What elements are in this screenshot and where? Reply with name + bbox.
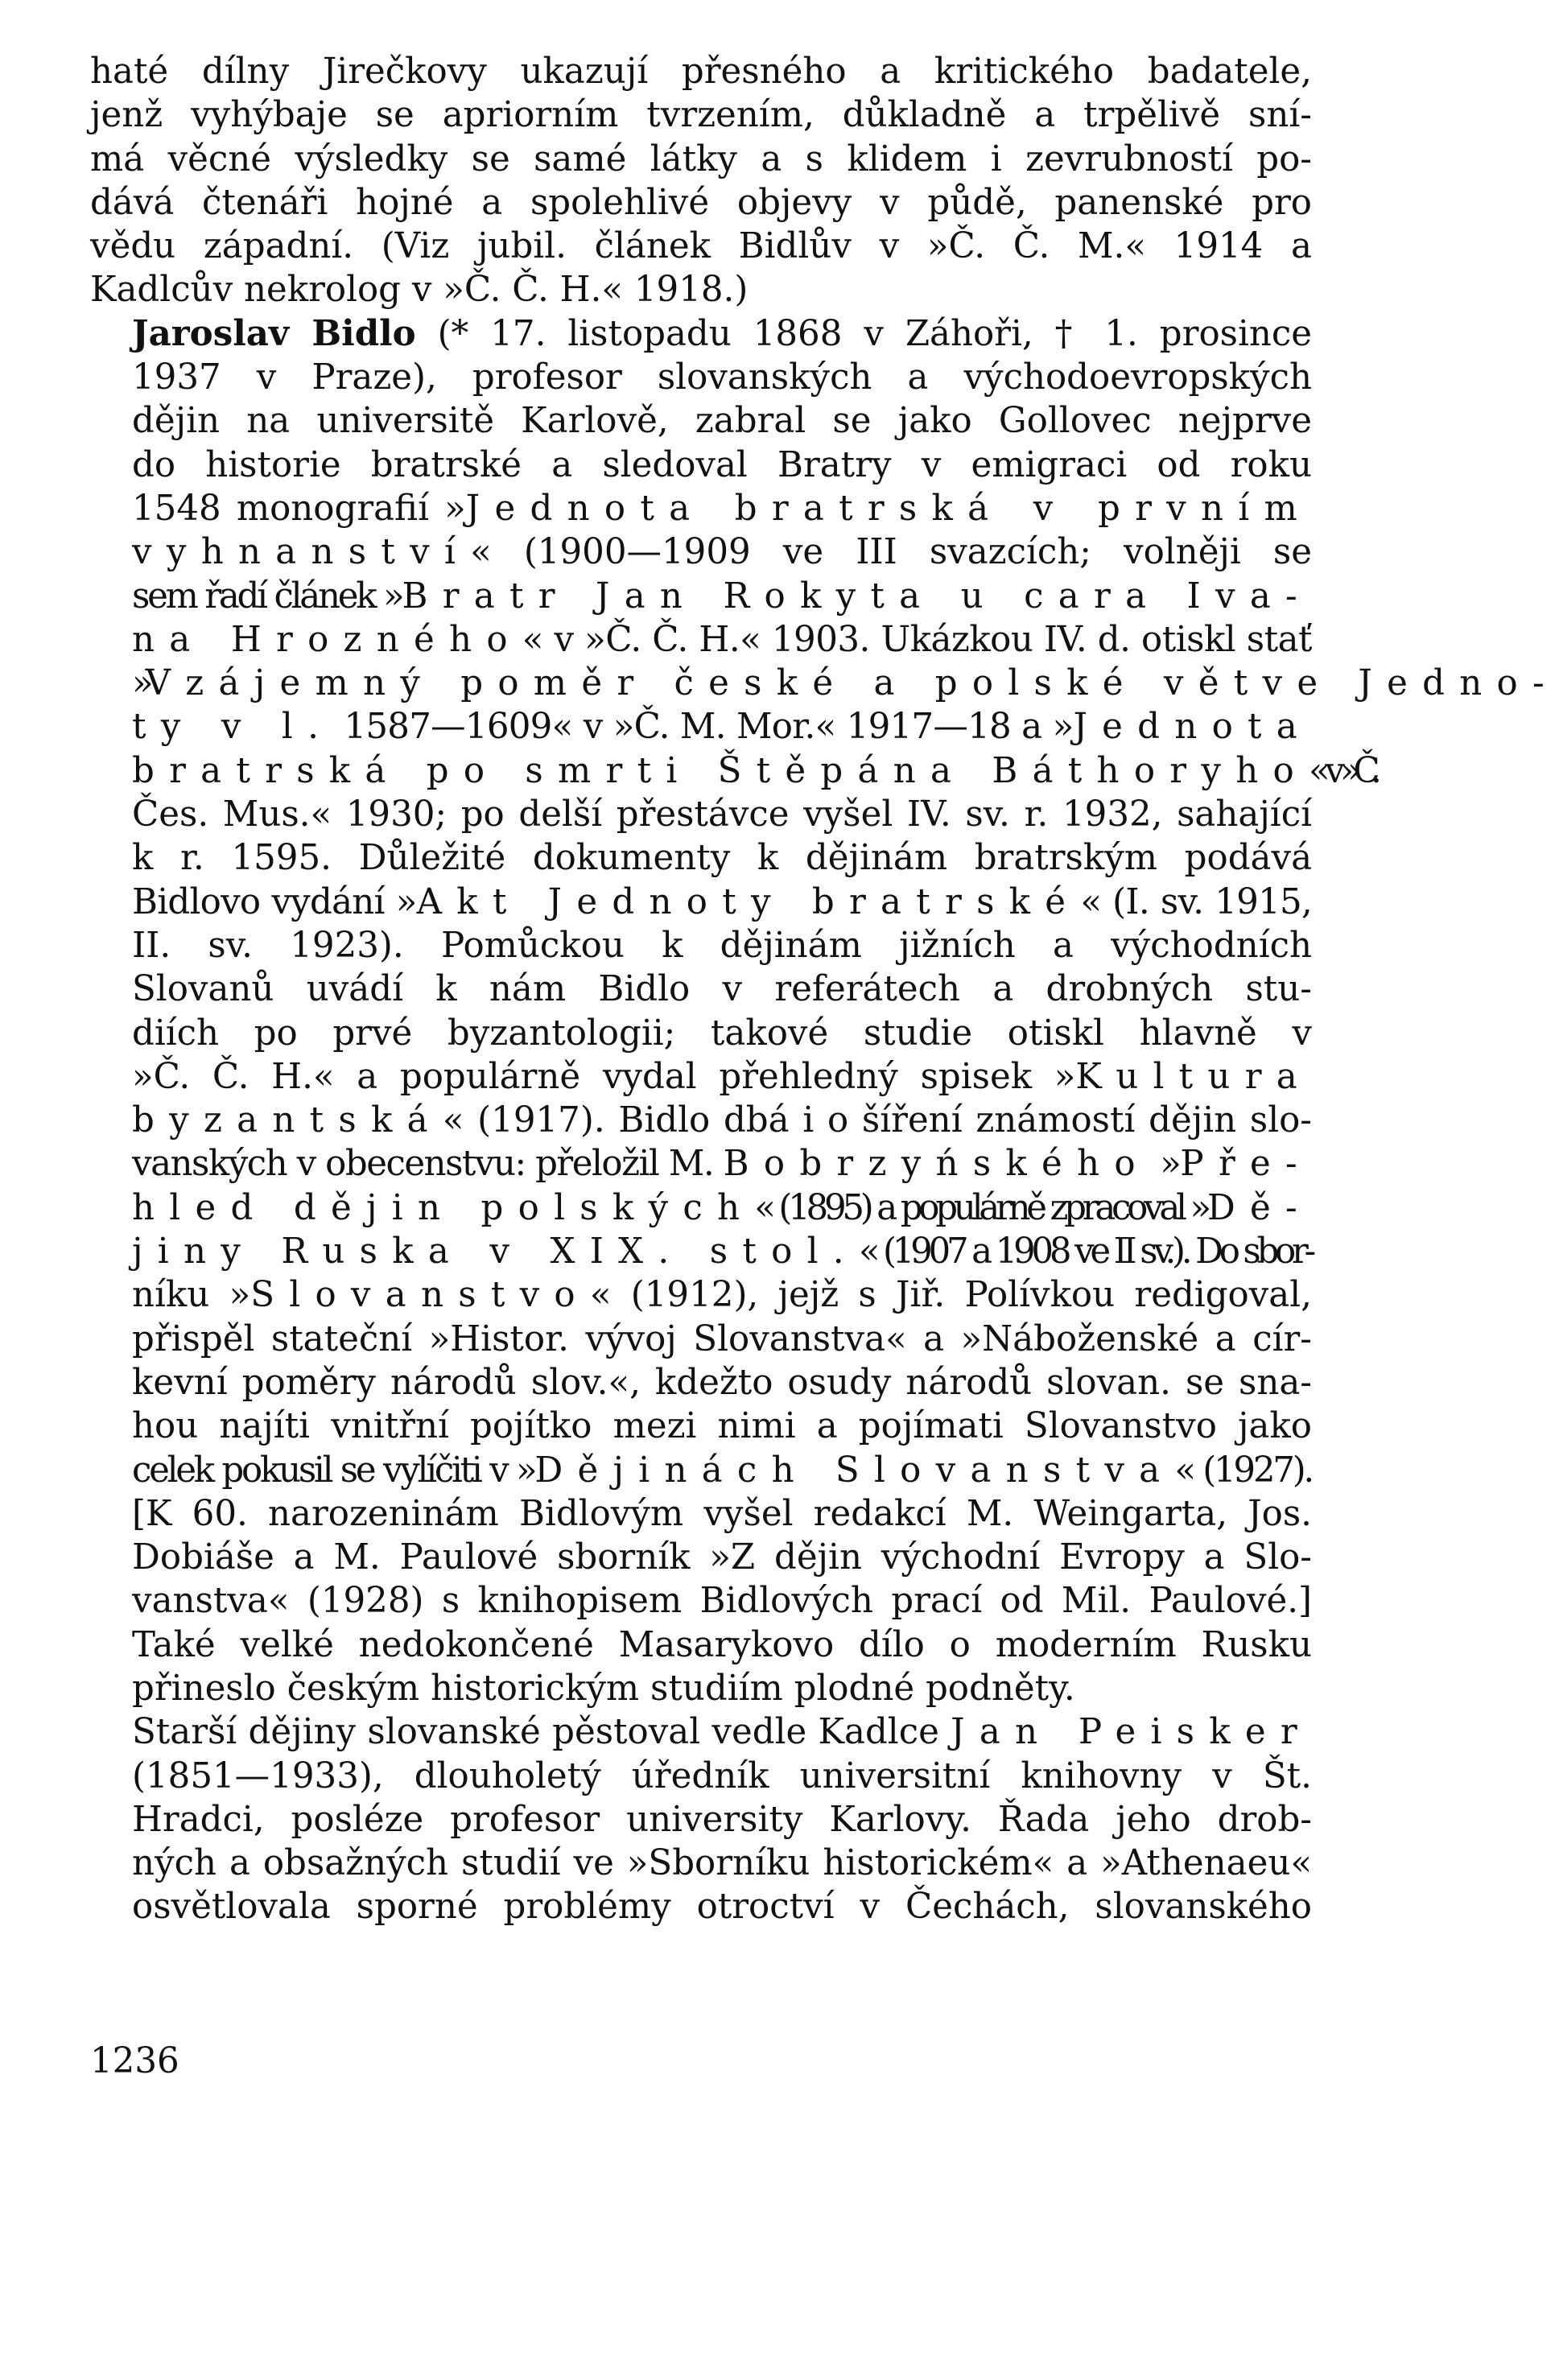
work-title: na Hrozného (132, 619, 522, 660)
work-title: Dě- (1206, 1187, 1312, 1228)
work-title: Jednota bratrská v prvním (465, 488, 1312, 529)
text-run: »Č. Č. H.« a populárně vydal přehledný spisek » (132, 1056, 1076, 1097)
text-run: « (1927). (1174, 1450, 1313, 1491)
work-title: Dějinách Slovanstva (534, 1450, 1175, 1491)
text-line (90, 1710, 1312, 1754)
text-run: Starší dějiny slovanské pěstoval vedle Kadlce (132, 1712, 951, 1753)
text-line (90, 881, 1312, 924)
text-line (90, 618, 1312, 662)
text-line (90, 530, 1312, 574)
work-title: Slovanstvo (250, 1275, 590, 1316)
work-title: Jednota (1073, 707, 1312, 748)
text-line: jenž vyhýbaje se apriorním tvrzením, důkladně a trpělivě sní- (90, 95, 1312, 136)
work-title: Akt Jednoty bratrské (416, 881, 1081, 922)
work-title: Vzájemný poměr české a polské větve Jedno- (145, 663, 1559, 704)
text-line: osvětlovala sporné problémy otroctví v Čechách, slovanského (132, 1887, 1312, 1928)
text-line: kevní poměry národů slov.«, kdežto osudy národů slovan. se sna- (132, 1362, 1312, 1403)
work-title: hled dějin polských (132, 1187, 755, 1228)
text-line: Hradci, posléze profesor university Karlovy. Řada jeho drob- (132, 1799, 1312, 1840)
text-line: dějin na universitě Karlově, zabral se jako Gollovec nejprve (132, 401, 1312, 442)
text-line: Čes. Mus.« 1930; po delší přestávce vyšel IV. sv. r. 1932, sahající (132, 794, 1312, 835)
text-line: Kadlcův nekrolog v »Č. Č. H.« 1918.) (90, 270, 749, 311)
text-run: « (I. sv. 1915, (1080, 881, 1313, 922)
text-run: « v »Č. Č. H.« 1903. Ukázkou IV. d. otiskl stať (522, 619, 1312, 660)
work-title: Kultura (1075, 1056, 1312, 1097)
text-run: 1548 monografií » (132, 488, 466, 529)
text-run: « (1917). Bidlo dbá i o šíření známostí dějin slo- (442, 1100, 1312, 1141)
text-line (90, 1273, 1312, 1317)
text-line (90, 662, 1559, 705)
work-title: Pře- (1180, 1144, 1312, 1185)
text-line (90, 705, 1312, 749)
work-title: ty v l. (132, 707, 334, 748)
text-line (90, 1099, 1312, 1142)
text-run: níku » (132, 1275, 251, 1316)
text-line: diích po prvé byzantologii; takové studie otiskl hlavně v (132, 1013, 1312, 1054)
work-title: Bratr Jan Rokyta u cara Iva- (402, 575, 1313, 617)
page-number: 1236 (90, 2041, 179, 2081)
text-run: vanských v obecenstvu: přeložil M. (132, 1144, 724, 1185)
paragraph-jirecek-continuation (90, 50, 1312, 312)
text-line: vanstva« (1928) s knihopisem Bidlových prací od Mil. Paulové.] (132, 1581, 1312, 1622)
text-run: « (1900—1909 ve III svazcích; volněji se (470, 532, 1312, 573)
text-line (90, 1142, 1312, 1186)
text-run: » (132, 663, 146, 704)
text-line (90, 487, 1312, 530)
text-line: 1937 v Praze), profesor slovanských a východoevropských (132, 357, 1312, 398)
text-line: Také velké nedokončené Masarykovo dílo o moderním Rusku (132, 1624, 1312, 1665)
text-line (90, 1449, 1312, 1492)
work-title: byzantská (132, 1100, 443, 1141)
text-run: » (1149, 1144, 1181, 1185)
text-line (90, 575, 1312, 618)
text-line: hou najíti vnitřní pojítko mezi nimi a pojímati Slovanstvo jako (132, 1406, 1312, 1447)
text-line (90, 312, 1312, 356)
person-name-peisker: Jan Peisker (951, 1712, 1312, 1753)
text-run: (* 17. listopadu 1868 v Záhoři, † 1. prosince (415, 313, 1312, 354)
text-line: ných a obsažných studií ve »Sborníku historickém« a »Athenaeu« (132, 1843, 1312, 1884)
text-run: « (1907 a 1908 ve II sv.). Do sbor- (858, 1231, 1312, 1272)
text-run: « v »Č. (1308, 750, 1374, 791)
text-line: [K 60. narozeninám Bidlovým vyšel redakcí M. Weingarta, Jos. (132, 1493, 1312, 1534)
paragraph-peisker (90, 1710, 1312, 1928)
text-line: Slovanů uvádí k nám Bidlo v referátech a drobných stu- (132, 969, 1312, 1010)
text-line: Dobiáše a M. Paulové sborník »Z dějin východní Evropy a Slo- (132, 1537, 1312, 1578)
text-line: přispěl stateční »Histor. vývoj Slovanstva« a »Náboženské a cír- (132, 1318, 1312, 1359)
text-line: haté dílny Jirečkovy ukazují přesného a kritického badatele, (90, 52, 1312, 92)
text-line: přineslo českým historickým studiím plodné podněty. (132, 1668, 1075, 1709)
text-line (90, 1186, 1312, 1230)
text-line: do historie bratrské a sledoval Bratry v emigraci od roku (132, 444, 1312, 485)
text-run: « (1912), jejž s Jiř. Polívkou redigoval, (589, 1275, 1312, 1316)
text-run: « (1895) a populárně zpracoval » (754, 1187, 1207, 1228)
text-run: sem řadí článek » (132, 575, 402, 617)
text-line (90, 1055, 1312, 1099)
paragraph-bidlo (90, 312, 1559, 1711)
text-line (90, 749, 1374, 793)
work-title: vyhnanství (132, 532, 471, 573)
text-run: 1587—1609« v »Č. M. Mor.« 1917—18 a » (333, 707, 1074, 748)
text-line: vědu západní. (Viz jubil. článek Bidlův v »Č. Č. M.« 1914 a (90, 226, 1312, 267)
person-name: Bobrzyńského (723, 1144, 1150, 1185)
text-run: Bidlovo vydání » (132, 881, 417, 922)
person-name-bidlo: Jaroslav Bidlo (132, 312, 416, 354)
body-text (90, 50, 1559, 1929)
text-line: k r. 1595. Důležité dokumenty k dějinám bratrským podává (132, 838, 1312, 879)
text-line: II. sv. 1923). Pomůckou k dějinám jižních a východních (132, 925, 1312, 966)
text-run: celek pokusil se vylíčiti v » (132, 1450, 535, 1491)
text-line: (1851—1933), dlouholetý úředník universitní knihovny v Št. (132, 1755, 1312, 1796)
text-line: dává čtenáři hojné a spolehlivé objevy v půdě, panenské pro (90, 182, 1312, 223)
work-title: bratrská po smrti Štěpána Báthoryho (132, 750, 1309, 791)
text-line (90, 1230, 1312, 1273)
text-line: má věcné výsledky se samé látky a s klidem i zevrubností po- (90, 138, 1312, 179)
work-title: jiny Ruska v XIX. stol. (132, 1231, 859, 1272)
